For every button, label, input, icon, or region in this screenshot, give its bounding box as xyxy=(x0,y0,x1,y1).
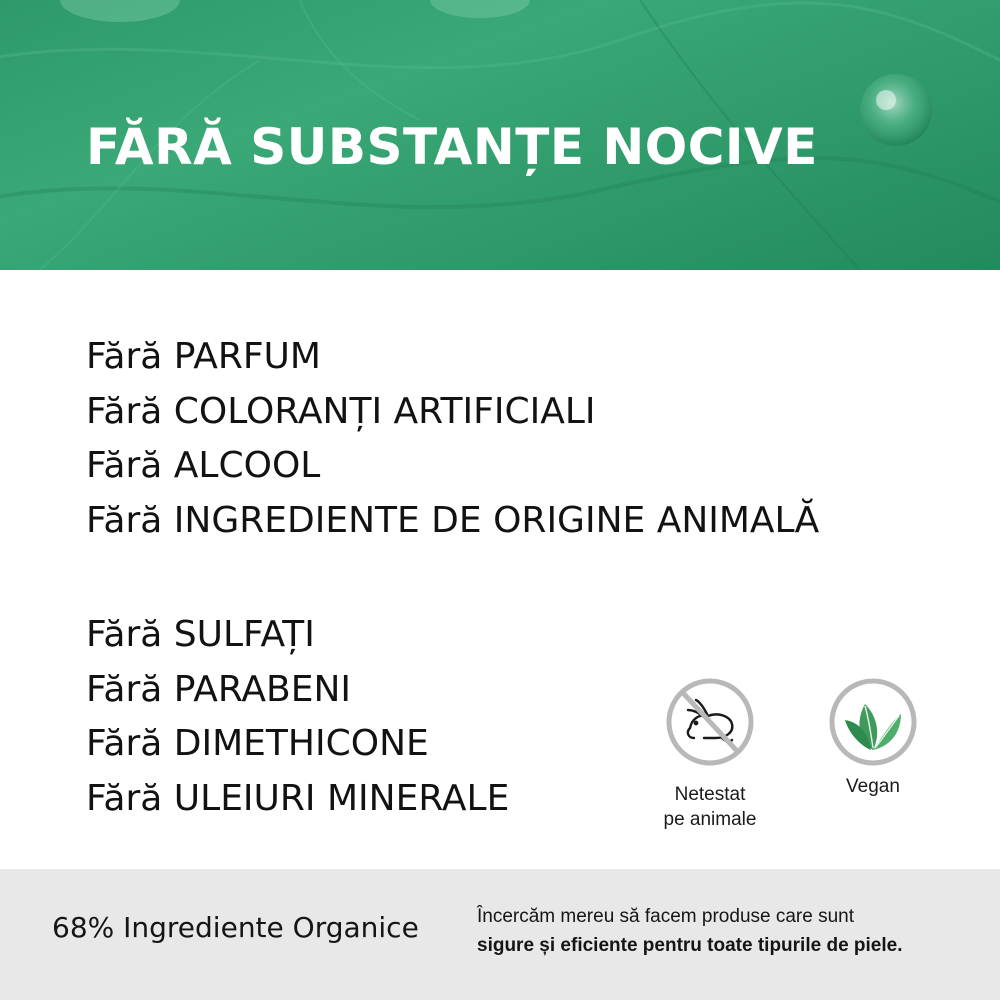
not-tested-label-line1: Netestat xyxy=(674,784,746,805)
list-item xyxy=(86,717,509,772)
list-item-prefix: Fără xyxy=(86,668,163,710)
list-item-prefix: Fără xyxy=(86,390,163,432)
list-item-term: PARABENI xyxy=(173,668,351,710)
list-item xyxy=(86,608,509,663)
footer-bar xyxy=(0,869,1000,1000)
footer-note xyxy=(477,902,977,960)
list-item xyxy=(86,439,819,494)
list-item-prefix: Fără xyxy=(86,614,163,655)
free-from-list-1 xyxy=(86,330,819,548)
vegan-badge xyxy=(803,676,943,799)
list-item-term: PARFUM xyxy=(173,336,321,377)
footer-note-line1: Încercăm mereu să facem produse care sunt xyxy=(477,906,855,927)
list-item xyxy=(86,663,509,718)
organic-percentage: 68% Ingrediente Organice xyxy=(52,911,419,944)
leaves-icon xyxy=(827,676,919,768)
list-item-prefix: Fără xyxy=(86,777,163,819)
list-item-term: DIMETHICONE xyxy=(173,723,429,764)
list-item-prefix: Fără xyxy=(86,723,163,764)
list-item xyxy=(86,330,819,385)
list-item-term: SULFAȚI xyxy=(173,614,315,655)
crossed-rabbit-icon xyxy=(664,676,756,768)
header-banner xyxy=(0,0,1000,270)
list-item-prefix: Fără xyxy=(86,499,163,541)
list-item-prefix: Fără xyxy=(86,445,163,486)
list-item xyxy=(86,772,509,827)
list-item xyxy=(86,385,819,440)
not-tested-label-line2: pe animale xyxy=(663,809,757,830)
list-item-term: INGREDIENTE DE ORIGINE ANIMALĂ xyxy=(173,499,820,541)
not-tested-badge xyxy=(640,676,780,832)
list-item-term: ALCOOL xyxy=(173,445,321,486)
list-item xyxy=(86,494,819,549)
free-from-list-2 xyxy=(86,608,509,826)
list-item-term: ULEIURI MINERALE xyxy=(173,777,510,819)
list-item-term: COLORANȚI ARTIFICIALI xyxy=(173,390,596,432)
not-tested-label xyxy=(640,782,780,832)
footer-note-line2: sigure și eficiente pentru toate tipurile de piele. xyxy=(477,935,903,956)
vegan-label: Vegan xyxy=(846,776,900,797)
page-title: FĂRĂ SUBSTANȚE NOCIVE xyxy=(86,118,818,176)
list-item-prefix: Fără xyxy=(86,336,163,377)
